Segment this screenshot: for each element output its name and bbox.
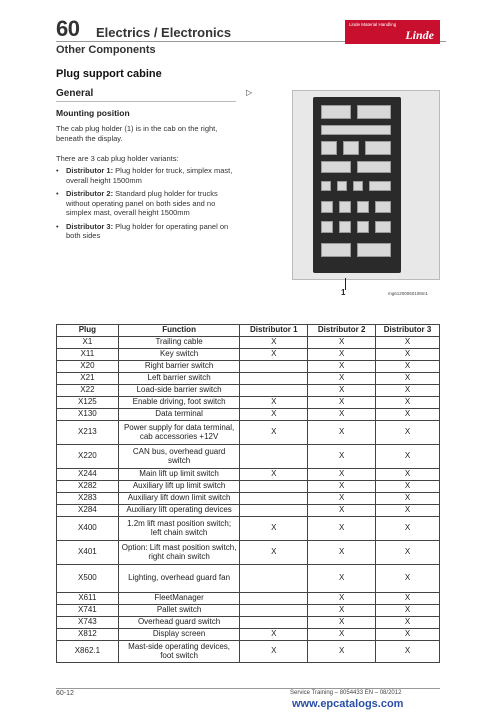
distributor-cell: X xyxy=(308,505,376,517)
distributor-cell: X xyxy=(240,409,308,421)
function-cell: Enable driving, foot switch xyxy=(118,397,240,409)
plug-cell: X743 xyxy=(57,617,119,629)
plug-block xyxy=(369,181,391,191)
function-cell: Right barrier switch xyxy=(118,361,240,373)
distributor-cell xyxy=(240,605,308,617)
distributor-cell: X xyxy=(376,349,440,361)
plug-cell: X283 xyxy=(57,493,119,505)
distributor-cell: X xyxy=(240,469,308,481)
distributor-cell xyxy=(240,505,308,517)
distributor-cell: X xyxy=(240,629,308,641)
plug-cell: X125 xyxy=(57,397,119,409)
footer-divider xyxy=(56,688,440,689)
table-row xyxy=(57,361,440,373)
plug-block xyxy=(321,141,337,155)
distributor-cell: X xyxy=(376,541,440,565)
plug-table xyxy=(56,324,440,663)
function-cell: FleetManager xyxy=(118,593,240,605)
distributor-cell: X xyxy=(376,617,440,629)
distributor-cell: X xyxy=(376,505,440,517)
distributor-cell: X xyxy=(308,617,376,629)
variant-item xyxy=(56,189,238,218)
plug-block xyxy=(321,125,391,135)
distributor-cell: X xyxy=(240,337,308,349)
function-cell: CAN bus, overhead guard switch xyxy=(118,445,240,469)
column-header: Distributor 1 xyxy=(240,325,308,337)
table-row xyxy=(57,541,440,565)
plug-cell: X862.1 xyxy=(57,641,119,663)
distributor-cell: X xyxy=(240,421,308,445)
variant-item xyxy=(56,166,238,185)
variant-text: Plug holder for operating panel on both sides xyxy=(66,221,229,240)
linde-logo: Linde xyxy=(405,28,434,42)
distributor-cell xyxy=(240,385,308,397)
plug-block xyxy=(357,105,391,119)
function-cell: Auxiliary lift up limit switch xyxy=(118,481,240,493)
table-row xyxy=(57,469,440,481)
function-cell: Data terminal xyxy=(118,409,240,421)
function-cell: Display screen xyxy=(118,629,240,641)
distributor-cell: X xyxy=(240,397,308,409)
image-id: mg61200060108m1 xyxy=(388,291,429,296)
function-cell: Mast-side operating devices, foot switch xyxy=(118,641,240,663)
table-row xyxy=(57,629,440,641)
variant-text: Plug holder for truck, simplex mast, overall height 1500mm xyxy=(66,166,233,185)
table-row xyxy=(57,481,440,493)
variant-list xyxy=(56,166,238,245)
distributor-cell: X xyxy=(308,629,376,641)
plug-block xyxy=(365,141,391,155)
section-title: Plug support cabine xyxy=(56,68,162,80)
plug-cell: X21 xyxy=(57,373,119,385)
distributor-cell: X xyxy=(376,385,440,397)
plug-cell: X244 xyxy=(57,469,119,481)
distributor-cell: X xyxy=(308,385,376,397)
distributor-cell: X xyxy=(308,565,376,593)
table-row xyxy=(57,445,440,469)
table-row xyxy=(57,617,440,629)
distributor-cell xyxy=(240,361,308,373)
distributor-cell: X xyxy=(376,605,440,617)
function-cell: Auxiliary lift down limit switch xyxy=(118,493,240,505)
function-cell: Key switch xyxy=(118,349,240,361)
column-header: Distributor 2 xyxy=(308,325,376,337)
chapter-number: 60 xyxy=(56,16,80,41)
distributor-cell xyxy=(240,493,308,505)
paragraph-mounting: The cab plug holder (1) is in the cab on the right, beneath the display. xyxy=(56,124,218,143)
table-row xyxy=(57,349,440,361)
table-row xyxy=(57,421,440,445)
table-row xyxy=(57,385,440,397)
distributor-cell: X xyxy=(308,373,376,385)
table-row xyxy=(57,409,440,421)
brand-subtitle: Linde Material Handling xyxy=(349,22,397,27)
distributor-cell xyxy=(240,593,308,605)
table-row xyxy=(57,593,440,605)
distributor-cell: X xyxy=(376,409,440,421)
plug-block xyxy=(321,105,351,119)
function-cell: Lighting, overhead guard fan xyxy=(118,565,240,593)
plug-block xyxy=(321,243,351,257)
plug-block xyxy=(321,161,351,173)
distributor-cell xyxy=(240,373,308,385)
variant-item xyxy=(56,222,238,241)
distributor-cell xyxy=(240,617,308,629)
function-cell: Pallet switch xyxy=(118,605,240,617)
distributor-cell: X xyxy=(376,629,440,641)
distributor-cell: X xyxy=(308,349,376,361)
column-header: Function xyxy=(118,325,240,337)
table-row xyxy=(57,493,440,505)
distributor-cell xyxy=(240,445,308,469)
table-row xyxy=(57,517,440,541)
function-cell: Overhead guard switch xyxy=(118,617,240,629)
plug-cell: X20 xyxy=(57,361,119,373)
plug-block xyxy=(321,221,333,233)
table-row xyxy=(57,373,440,385)
distributor-cell: X xyxy=(376,481,440,493)
plug-block xyxy=(357,221,369,233)
plug-cell: X282 xyxy=(57,481,119,493)
distributor-cell: X xyxy=(376,373,440,385)
distributor-cell: X xyxy=(376,565,440,593)
plug-cell: X220 xyxy=(57,445,119,469)
play-icon: ▷ xyxy=(246,88,253,97)
distributor-cell: X xyxy=(308,605,376,617)
plug-holder-photo xyxy=(292,90,440,280)
distributor-cell: X xyxy=(308,397,376,409)
plug-cell: X741 xyxy=(57,605,119,617)
distributor-cell: X xyxy=(240,541,308,565)
page-number: 60-12 xyxy=(56,690,74,697)
distributor-cell: X xyxy=(308,469,376,481)
distributor-cell: X xyxy=(376,421,440,445)
distributor-cell: X xyxy=(376,337,440,349)
table-row xyxy=(57,397,440,409)
variant-label: Distributor 3: xyxy=(66,221,114,231)
plug-cell: X22 xyxy=(57,385,119,397)
table-row xyxy=(57,605,440,617)
plug-block xyxy=(337,181,347,191)
function-cell: Left barrier switch xyxy=(118,373,240,385)
distributor-cell xyxy=(240,481,308,493)
function-cell: Auxiliary lift operating devices xyxy=(118,505,240,517)
plug-cell: X400 xyxy=(57,517,119,541)
distributor-cell: X xyxy=(376,641,440,663)
distributor-cell: X xyxy=(240,349,308,361)
distributor-cell: X xyxy=(308,445,376,469)
callout-number: 1 xyxy=(341,288,346,297)
table-header-row xyxy=(57,325,440,337)
plug-block xyxy=(357,161,391,173)
plug-block xyxy=(353,181,363,191)
plug-block xyxy=(357,243,391,257)
chapter-title: Electrics / Electronics xyxy=(96,25,232,40)
distributor-cell xyxy=(240,565,308,593)
plug-block xyxy=(321,201,333,213)
distributor-cell: X xyxy=(376,469,440,481)
table-row xyxy=(57,565,440,593)
function-cell: 1.2m lift mast position switch; left chain switch xyxy=(118,517,240,541)
distributor-cell: X xyxy=(308,337,376,349)
function-cell: Load-side barrier switch xyxy=(118,385,240,397)
distributor-cell: X xyxy=(376,493,440,505)
plug-block xyxy=(375,201,391,213)
plug-block xyxy=(321,181,331,191)
distributor-cell: X xyxy=(376,397,440,409)
function-cell: Main lift up limit switch xyxy=(118,469,240,481)
plug-cell: X401 xyxy=(57,541,119,565)
distributor-cell: X xyxy=(308,517,376,541)
plug-cell: X500 xyxy=(57,565,119,593)
distributor-cell: X xyxy=(308,541,376,565)
plug-cell: X1 xyxy=(57,337,119,349)
plug-cell: X284 xyxy=(57,505,119,517)
distributor-cell: X xyxy=(376,593,440,605)
subheader: Other Components xyxy=(56,44,156,56)
distributor-cell: X xyxy=(308,421,376,445)
function-cell: Trailing cable xyxy=(118,337,240,349)
plug-cell: X130 xyxy=(57,409,119,421)
table-row xyxy=(57,641,440,663)
distributor-cell: X xyxy=(376,361,440,373)
variant-label: Distributor 1: xyxy=(66,166,114,175)
distributor-cell: X xyxy=(376,445,440,469)
distributor-cell: X xyxy=(376,517,440,541)
distributor-cell: X xyxy=(308,481,376,493)
plug-panel xyxy=(313,97,401,273)
plug-cell: X611 xyxy=(57,593,119,605)
variant-text: Standard plug holder for trucks without operating panel on both sides and no simplex mast, overall height 1500mm xyxy=(66,189,218,217)
distributor-cell: X xyxy=(308,493,376,505)
general-heading: General xyxy=(56,88,236,102)
plug-block xyxy=(339,221,351,233)
mounting-heading: Mounting position xyxy=(56,108,130,118)
watermark-link[interactable]: www.epcatalogs.com xyxy=(292,698,404,710)
column-header: Plug xyxy=(57,325,119,337)
table-row xyxy=(57,337,440,349)
plug-cell: X812 xyxy=(57,629,119,641)
distributor-cell: X xyxy=(308,593,376,605)
distributor-cell: X xyxy=(240,517,308,541)
distributor-cell: X xyxy=(308,641,376,663)
brand-logo-block xyxy=(345,20,440,44)
plug-block xyxy=(339,201,351,213)
column-header: Distributor 3 xyxy=(376,325,440,337)
function-cell: Power supply for data terminal, cab accessories +12V xyxy=(118,421,240,445)
plug-block xyxy=(357,201,369,213)
variant-label: Distributor 2: xyxy=(66,189,114,198)
table-row xyxy=(57,505,440,517)
plug-block xyxy=(375,221,391,233)
distributor-cell: X xyxy=(240,641,308,663)
paragraph-variants-intro: There are 3 cab plug holder variants: xyxy=(56,154,179,163)
plug-block xyxy=(343,141,359,155)
plug-cell: X213 xyxy=(57,421,119,445)
plug-cell: X11 xyxy=(57,349,119,361)
document-reference: Service Training – 8054433 EN – 08/2012 xyxy=(290,690,402,696)
distributor-cell: X xyxy=(308,361,376,373)
function-cell: Option: Lift mast position switch, right chain switch xyxy=(118,541,240,565)
distributor-cell: X xyxy=(308,409,376,421)
